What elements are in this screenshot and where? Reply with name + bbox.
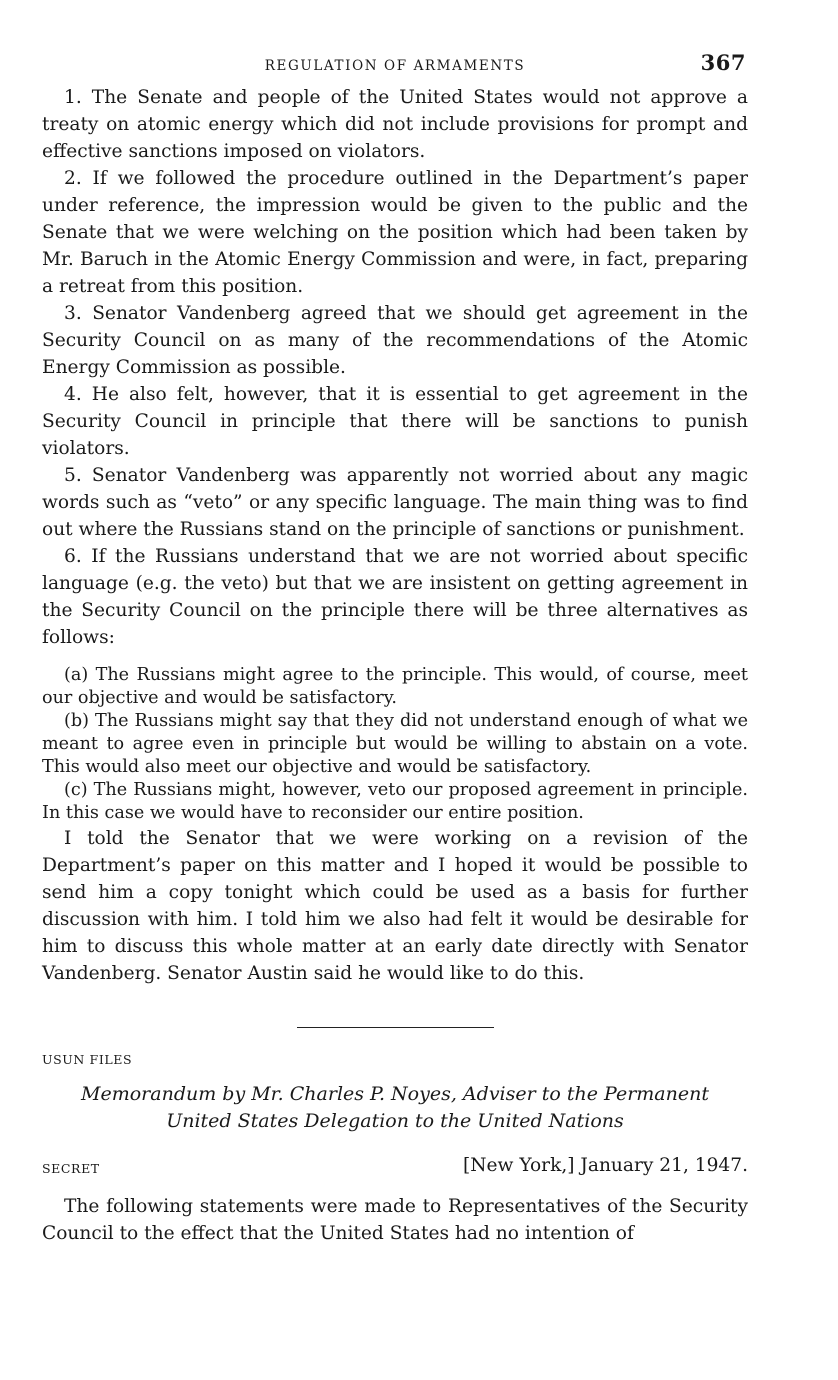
numbered-point-6: 6. If the Russians understand that we are not worried about specific language (e.g. the veto) but that we are insistent on getting agreement in the Security Council on the principle there will be three alternatives as follows: bbox=[42, 546, 748, 648]
numbered-point-2: 2. If we followed the procedure outlined in the Department’s paper under reference, the impression would be given to the public and the Senate that we were welching on the position which had been taken by Mr. Baruch in the Atomic Energy Commission and were, in fact, preparing a retreat from this position. bbox=[42, 168, 748, 297]
next-document-body bbox=[42, 1193, 748, 1247]
running-header bbox=[42, 44, 748, 84]
place-date: [New York,] January 21, 1947. bbox=[462, 1155, 748, 1176]
memorandum-body bbox=[42, 84, 748, 987]
numbered-point-1: 1. The Senate and people of the United States would not approve a treaty on atomic energy which did not include provisions for prompt and effective sanctions imposed on violators. bbox=[42, 87, 748, 162]
document-title bbox=[42, 1081, 748, 1135]
concluding-paragraph: I told the Senator that we were working on a revision of the Department’s paper on this matter and I hoped it would be possible to send him a copy tonight which could be used as a basis for further discussion with him. I told him we also had felt it would be desirable for him to discuss this whole matter at an early date directly with Senator Vandenberg. Senator Austin said he would like to do this. bbox=[42, 828, 748, 984]
page-number: 367 bbox=[700, 50, 746, 75]
numbered-point-5: 5. Senator Vandenberg was apparently not worried about any magic words such as “veto” or any specific language. The main thing was to find out where the Russians stand on the principle of sanctions or punishment. bbox=[42, 465, 748, 540]
alternative-c: (c) The Russians might, however, veto our proposed agreement in principle. In this case we would have to reconsider our entire position. bbox=[42, 780, 748, 823]
section-divider bbox=[297, 1027, 494, 1028]
numbered-point-3: 3. Senator Vandenberg agreed that we should get agreement in the Security Council on as many of the recommendations of the Atomic Energy Commission as possible. bbox=[42, 303, 748, 378]
alternative-b: (b) The Russians might say that they did not understand enough of what we meant to agree even in principle but would be willing to abstain on a vote. This would also meet our objective and would be satisfactory. bbox=[42, 711, 748, 777]
source-label: USUN FILES bbox=[42, 1052, 133, 1067]
document-title-line-2: United States Delegation to the United Nations bbox=[166, 1110, 624, 1132]
opening-paragraph: The following statements were made to Representatives of the Security Council to the effect that the United States had no intention of bbox=[42, 1196, 748, 1244]
alternative-a: (a) The Russians might agree to the principle. This would, of course, meet our objective and would be satisfactory. bbox=[42, 665, 748, 708]
document-title-line-1: Memorandum by Mr. Charles P. Noyes, Adviser to the Permanent bbox=[81, 1083, 709, 1105]
running-title: REGULATION OF ARMAMENTS bbox=[264, 58, 526, 74]
numbered-point-4: 4. He also felt, however, that it is essential to get agreement in the Security Council in principle that there will be sanctions to punish violators. bbox=[42, 384, 748, 459]
dateline bbox=[42, 1155, 748, 1181]
document-page bbox=[42, 44, 748, 1247]
alternatives-list bbox=[42, 664, 748, 825]
classification-label: SECRET bbox=[42, 1161, 100, 1176]
